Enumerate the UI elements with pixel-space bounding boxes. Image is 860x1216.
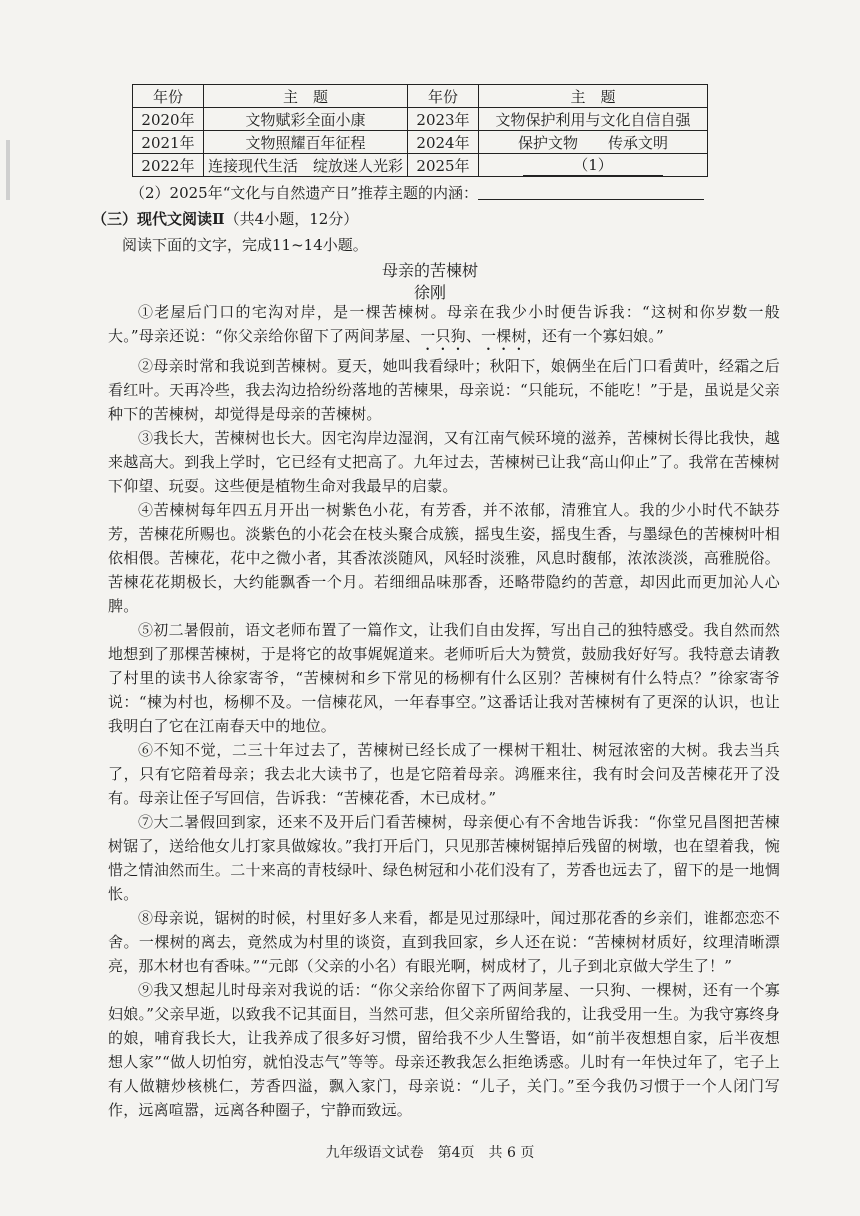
article-author: 徐刚 [413,283,446,302]
table-header-cell: 年份 [408,85,479,108]
theme-table [132,84,708,177]
binding-mark [6,140,10,200]
blank-1-label: （1） [523,154,663,176]
table-cell: 2022年 [133,154,204,177]
paragraph-6: ⑥不知不觉，二三十年过去了，苦楝树已经长成了一棵树干粗壮、树冠浓密的大树。我去当兵了，只有它陪着母亲；我去北大读书了，也是它陪着母亲。鸿雁来往，我有时会问及苦楝花开了没有。母亲让侄子写回信，告诉我：“苦楝花香，木已成材。” [108,741,780,808]
table-header-cell: 主 题 [204,85,408,108]
paragraph-1-tail: ，还有一个寡妇娘。” [526,327,664,346]
table-cell: 2025年 [408,154,479,177]
table-cell: 文物保护利用与文化自信自强 [479,108,708,131]
paragraph-9: ⑨我又想起儿时母亲对我说的话：“你父亲给你留下了两间茅屋、一只狗、一棵树，还有一个寡妇娘。”父亲早逝，以致我不记其面目，当然可悲，但父亲所留给我的，让我受用一生。为我守寡终身的娘，哺育我长大，让我养成了很多好习惯，留给我不少人生警语，如“前半夜想想自家，后半夜想想人家”“做人切怕穷，就怕没志气”等等。母亲还教我怎么拒绝诱惑。儿时有一年快过年了，宅子上有人做糖炒核桃仁，芳香四溢，飘入家门，母亲说：“儿子，关门。”至今我仍习惯于一个人闭门写作，远离喧嚣，远离各种圈子，宁静而致远。 [108,981,780,1120]
table-cell: 2021年 [133,131,204,154]
paragraph-3: ③我长大，苦楝树也长大。因宅沟岸边湿润，又有江南气候环境的滋养，苦楝树长得比我快，越来越高大。到我上学时，它已经有丈把高了。九年过去，苦楝树已让我“高山仰止”了。我常在苦楝树下仰望、玩耍。这些便是植物生命对我最早的启蒙。 [108,429,780,496]
table-cell: 2020年 [133,108,204,131]
table-row [133,108,708,131]
paragraph-8: ⑧母亲说，锯树的时候，村里好多人来看，都是见过那绿叶，闻过那花香的乡亲们，谁都恋恋不舍。一棵树的离去，竟然成为村里的谈资，直到我回家，乡人还在说：“苦楝树材质好，纹理清晰漂亮，那木材也有香味。”“元郎（父亲的小名）有眼光啊，树成材了，儿子到北京做大学生了！” [108,909,780,976]
emphasized-phrase: 一只狗、一棵树 [420,327,527,346]
table-cell: 连接现代生活 绽放迷人光彩 [204,154,408,177]
paragraph-4: ④苦楝树每年四五月开出一树紫色小花，有芳香，并不浓郁，清雅宜人。我的少小时代不缺芬芳，苦楝花所赐也。淡紫色的小花会在枝头聚合成簇，摇曳生姿，摇曳生香，与墨绿色的苦楝树叶相依相偎。苦楝花，花中之微小者，其香浓淡随风，风轻时淡雅，风息时馥郁，浓浓淡淡，高雅脱俗。苦楝花花期极长，大约能飘香一个月。若细细品味那香，还略带隐约的苦意，却因此而更加沁人心脾。 [108,501,780,616]
table-row [133,154,708,177]
question-2-text: （2）2025年“文化与自然遗产日”推荐主题的内涵： [130,184,479,202]
table-row [133,131,708,154]
table-header-row [133,85,708,108]
paragraph-7: ⑦大二暑假回到家，还来不及开后门看苦楝树，母亲便心有不舍地告诉我：“你堂兄昌图把苦楝树锯了，送给他女儿打家具做嫁妆。”我打开后门，只见那苦楝树锯掉后残留的树墩，也在望着我，惋惜之情油然而生。二十来高的青枝绿叶、绿色树冠和小花们没有了，芳香也远去了，留下的是一地惆怅。 [108,813,780,904]
paragraph-2: ②母亲时常和我说到苦楝树。夏天，她叫我看绿叶；秋阳下，娘俩坐在后门口看黄叶，经霜之后看红叶。天再冷些，我去沟边拾纷纷落地的苦楝果，母亲说：“只能玩，不能吃！”于是，虽说是父亲种下的苦楝树，却觉得是母亲的苦楝树。 [108,357,780,424]
page-footer: 九年级语文试卷 第4页 共 6 页 [325,1145,535,1161]
article-title: 母亲的苦楝树 [381,261,478,280]
answer-blank-2[interactable] [478,185,704,200]
table-header-cell: 年份 [133,85,204,108]
table-header-cell: 主 题 [479,85,708,108]
section-title: （三）现代文阅读Ⅱ [92,210,225,228]
question-2 [130,182,704,203]
paragraph-1-text: ①老屋后门口的宅沟对岸，是一棵苦楝树。母亲在我少小时便告诉我：“这树和你岁数一般大。”母亲还说：“你父亲给你留下了两间茅屋、 [108,303,780,346]
table-cell: 保护文物 传承文明 [479,131,708,154]
table-cell: 文物照耀百年征程 [204,131,408,154]
table-cell: 文物赋彩全面小康 [204,108,408,131]
paragraph-1 [108,300,780,354]
paragraph-5: ⑤初二暑假前，语文老师布置了一篇作文，让我们自由发挥，写出自己的独特感受。我自然而然地想到了那棵苦楝树，于是将它的故事娓娓道来。老师听后大为赞赏，鼓励我好好写。我特意去请教了村里的读书人徐家寄爷，“苦楝树和乡下常见的杨柳有什么区别？苦楝树有什么特点？”徐家寄爷说：“楝为村也，杨柳不及。一信楝花风，一年春事空。”这番话让我对苦楝树有了更深的认识，也让我明白了它在江南春天中的地位。 [108,621,780,736]
section-score: （共4小题，12分） [224,210,359,228]
table-cell: 2023年 [408,108,479,131]
section-instruction: 阅读下面的文字，完成11~14小题。 [122,236,368,254]
table-cell: 2024年 [408,131,479,154]
section-heading [92,208,358,229]
answer-blank-1[interactable] [479,154,708,177]
